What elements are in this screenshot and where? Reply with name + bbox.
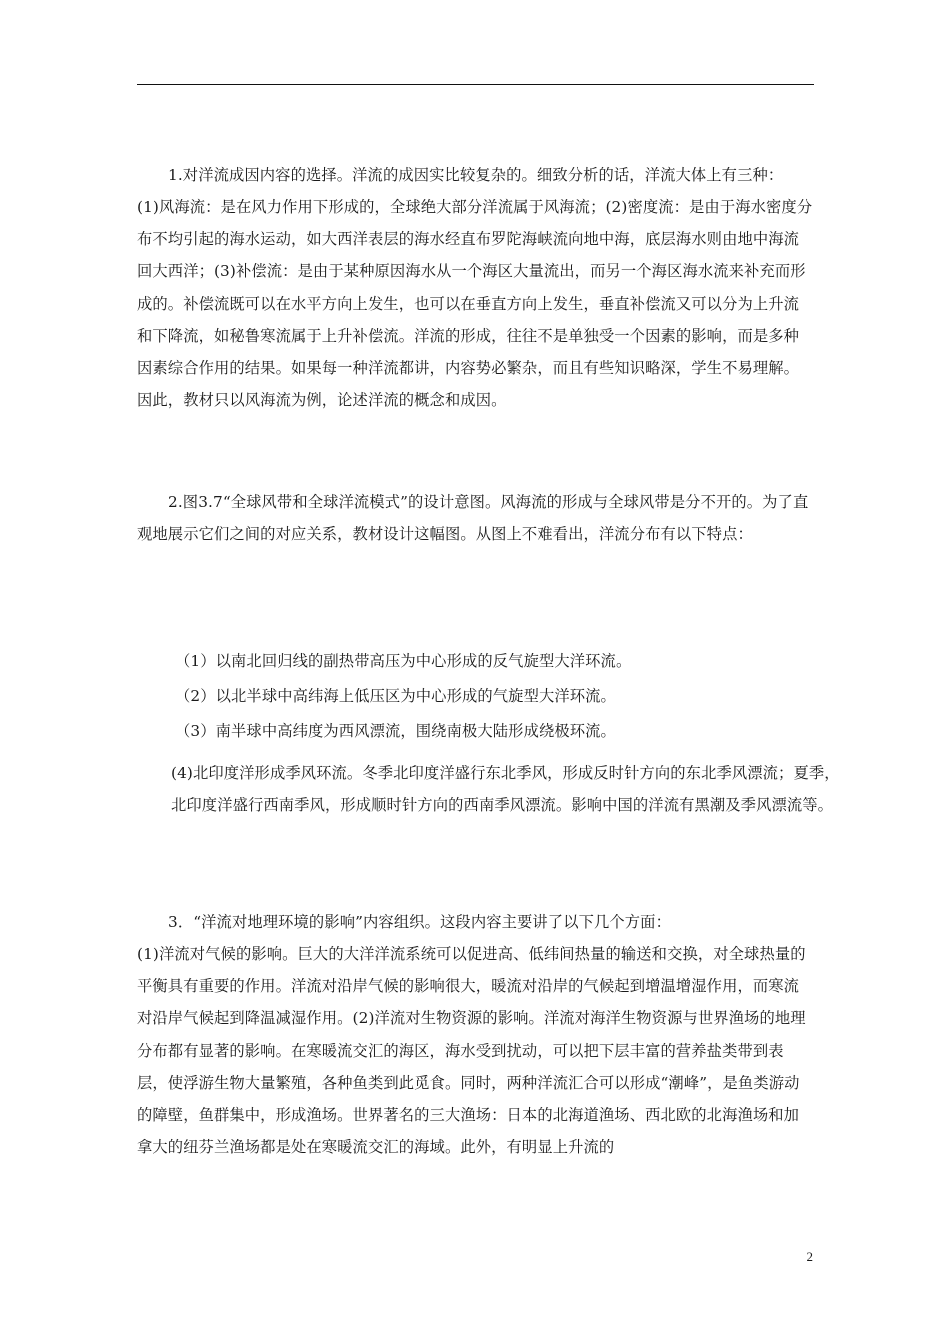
section2-item-1: （1）以南北回归线的副热带高压为中心形成的反气旋型大洋环流。 [175, 652, 632, 670]
page-number: 2 [806, 1249, 813, 1264]
section1-body: (1)风海流：是在风力作用下形成的，全球绝大部分洋流属于风海流；(2)密度流：是由于海水密度分布不均引起的海水运动，如大西洋表层的海水经直布罗陀海峡流向地中海，底层海水则由地中海流回大西洋；(3)补偿流：是由于某种原因海水从一个海区大量流出，而另一个海区海水流来补充而形成的。补偿流既可以在水平方向上发生，也可以在垂直方向上发生，垂直补偿流又可以分为上升流和下降流，如秘鲁寒流属于上升补偿流。洋流的形成，往往不是单独受一个因素的影响，而是多种因素综合作用的结果。如果每一种洋流都讲，内容势必繁杂，而且有些知识略深，学生不易理解。因此，教材只以风海流为例，论述洋流的概念和成因。 [137, 198, 813, 410]
section2-item-4: (4)北印度洋形成季风环流。冬季北印度洋盛行东北季风，形成反时针方向的东北季风漂流；夏季，北印度洋盛行西南季风，形成顺时针方向的西南季风漂流。影响中国的洋流有黑潮及季风漂流等。 [171, 764, 840, 815]
section2-intro: 2.图3.7“全球风带和全球洋流模式”的设计意图。风海流的形成与全球风带是分不开的。为了直观地展示它们之间的对应关系，教材设计这幅图。从图上不难看出，洋流分布有以下特点： [137, 493, 809, 544]
header-rule [137, 84, 814, 85]
section2-item-3: （3）南半球中高纬度为西风漂流，围绕南极大陆形成绕极环流。 [175, 722, 616, 740]
section3-body: (1)洋流对气候的影响。巨大的大洋洋流系统可以促进高、低纬间热量的输送和交换，对全球热量的平衡具有重要的作用。洋流对沿岸气候的影响很大，暖流对沿岸的气候起到增温增湿作用，而寒流对沿岸气候起到降温减湿作用。(2)洋流对生物资源的影响。洋流对海洋生物资源与世界渔场的地理分布都有显著的影响。在寒暖流交汇的海区，海水受到扰动，可以把下层丰富的营养盐类带到表层，使浮游生物大量繁殖，各种鱼类到此觅食。同时，两种洋流汇合可以形成“潮峰”，是鱼类游动的障壁，鱼群集中，形成渔场。世界著名的三大渔场：日本的北海道渔场、西北欧的北海渔场和加拿大的纽芬兰渔场都是处在寒暖流交汇的海域。此外，有明显上升流的 [137, 945, 806, 1157]
section3-heading: 3．“洋流对地理环境的影响”内容组织。这段内容主要讲了以下几个方面： [168, 913, 671, 931]
section1-heading: 1.对洋流成因内容的选择。洋流的成因实比较复杂的。细致分析的话，洋流大体上有三种： [168, 166, 784, 184]
section2-item-2: （2）以北半球中高纬海上低压区为中心形成的气旋型大洋环流。 [175, 687, 616, 705]
